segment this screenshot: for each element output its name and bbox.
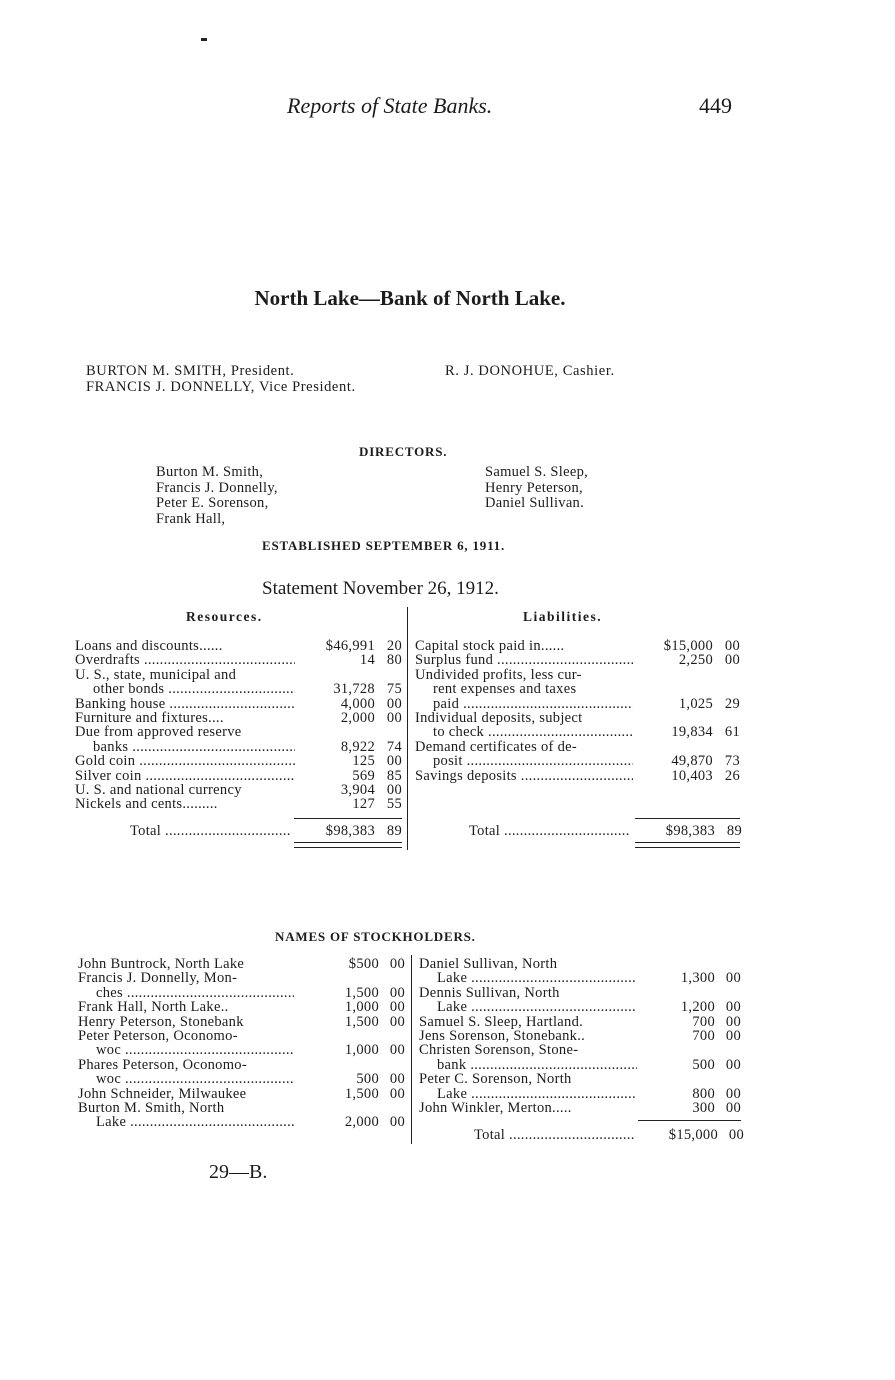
row-cents: 00 bbox=[389, 1042, 405, 1059]
row-label: Daniel Sullivan, North bbox=[419, 957, 558, 972]
stockholders-left-table bbox=[78, 957, 405, 1130]
row-cents: 80 bbox=[386, 652, 402, 669]
row-dollars: 300 bbox=[692, 1100, 715, 1117]
row-cents: 00 bbox=[389, 1013, 405, 1030]
row-dollars bbox=[294, 1058, 379, 1072]
table-row bbox=[419, 986, 741, 1000]
row-dollars: 569 bbox=[352, 767, 375, 784]
director-name: Peter E. Sorenson, bbox=[156, 495, 269, 511]
row-label: Undivided profits, less cur- bbox=[415, 667, 582, 683]
table-row bbox=[75, 740, 402, 754]
director-name: Samuel S. Sleep, bbox=[485, 464, 589, 480]
row-cents: 00 bbox=[386, 782, 402, 799]
row-cents bbox=[715, 957, 741, 971]
row-dollars: 500 bbox=[692, 1056, 715, 1073]
stockholders-right-table bbox=[419, 957, 741, 1115]
signature-mark: 29—B. bbox=[209, 1161, 268, 1183]
row-label: Surplus fund ..... bbox=[415, 653, 633, 667]
bank-title: North Lake—Bank of North Lake. bbox=[254, 286, 566, 310]
total-dollars: $98,383 bbox=[665, 823, 715, 839]
row-label: Due from approved reserve bbox=[75, 725, 242, 740]
total-cents: 89 bbox=[386, 823, 402, 839]
resources-total-row bbox=[130, 824, 402, 838]
row-label: John Buntrock, North Lake bbox=[78, 957, 245, 972]
row-cents: 73 bbox=[724, 753, 740, 770]
resources-total-rule bbox=[294, 818, 402, 819]
row-cents: 00 bbox=[725, 970, 741, 987]
directors-left bbox=[156, 465, 278, 527]
row-label: Nickels and cents......... bbox=[75, 797, 218, 812]
row-dollars: 49,870 bbox=[671, 753, 713, 770]
row-label: paid ..... bbox=[415, 697, 633, 711]
row-cents: 00 bbox=[389, 999, 405, 1016]
table-row bbox=[415, 754, 740, 768]
row-label: U. S., state, municipal and bbox=[75, 667, 237, 683]
row-label: Frank Hall, North Lake.. bbox=[78, 1000, 229, 1015]
table-row bbox=[75, 682, 402, 696]
row-label: Lake ..... bbox=[419, 1087, 637, 1101]
row-label: bank ..... bbox=[419, 1058, 637, 1072]
table-row bbox=[419, 1015, 741, 1029]
table-row bbox=[78, 1101, 405, 1115]
row-label: Jens Sorenson, Stonebank.. bbox=[419, 1029, 586, 1044]
row-dollars bbox=[294, 971, 379, 985]
table-row bbox=[75, 697, 402, 711]
row-cents bbox=[713, 740, 740, 754]
table-row bbox=[419, 1029, 741, 1043]
table-row bbox=[419, 1058, 741, 1072]
row-cents: 26 bbox=[724, 767, 740, 784]
row-cents bbox=[379, 1029, 405, 1043]
row-dollars: 127 bbox=[352, 796, 375, 813]
row-label: John Winkler, Merton..... bbox=[419, 1101, 572, 1116]
row-label: Banking house ..... bbox=[75, 697, 295, 711]
row-label: Individual deposits, subject bbox=[415, 711, 583, 726]
row-dollars: 1,500 bbox=[344, 1085, 379, 1102]
row-dollars bbox=[637, 957, 715, 971]
liabilities-total-rule bbox=[635, 818, 740, 819]
table-row bbox=[75, 783, 402, 797]
table-row bbox=[415, 668, 740, 682]
row-dollars: 3,904 bbox=[340, 782, 375, 799]
total-dollars: $15,000 bbox=[668, 1127, 718, 1143]
row-dollars: 1,500 bbox=[344, 1013, 379, 1030]
row-cents bbox=[715, 1043, 741, 1057]
row-cents: 00 bbox=[725, 999, 741, 1016]
table-row bbox=[419, 1000, 741, 1014]
running-title: Reports of State Banks. bbox=[287, 93, 493, 118]
row-dollars bbox=[633, 682, 713, 696]
statement-title: Statement November 26, 1912. bbox=[262, 578, 499, 599]
table-row bbox=[419, 957, 741, 971]
row-cents: 00 bbox=[725, 1028, 741, 1045]
stockholders-total-rule bbox=[638, 1120, 741, 1121]
row-dollars: 800 bbox=[692, 1085, 715, 1102]
director-name: Burton M. Smith, bbox=[156, 464, 264, 480]
row-label: Lake ..... bbox=[78, 1115, 294, 1129]
row-cents: 00 bbox=[386, 695, 402, 712]
row-label: Samuel S. Sleep, Hartland. bbox=[419, 1014, 584, 1030]
row-label: Peter C. Sorenson, North bbox=[419, 1072, 572, 1087]
row-cents: 00 bbox=[389, 1114, 405, 1131]
table-row bbox=[75, 754, 402, 768]
table-row bbox=[419, 1043, 741, 1057]
row-cents: 00 bbox=[725, 1085, 741, 1102]
table-row bbox=[75, 639, 402, 653]
row-label: other bonds ..... bbox=[75, 682, 295, 696]
stockholders-total-row bbox=[474, 1128, 744, 1142]
row-label: Henry Peterson, Stonebank bbox=[78, 1014, 244, 1030]
row-label: Burton M. Smith, North bbox=[78, 1101, 225, 1116]
row-cents bbox=[375, 668, 402, 682]
table-row bbox=[415, 769, 740, 783]
row-cents: 00 bbox=[725, 1013, 741, 1030]
table-row bbox=[78, 1072, 405, 1086]
row-cents bbox=[375, 725, 402, 739]
row-dollars: 19,834 bbox=[671, 724, 713, 741]
total-cents: 00 bbox=[728, 1127, 744, 1143]
directors-heading: DIRECTORS. bbox=[359, 444, 448, 459]
row-dollars: 2,000 bbox=[344, 1114, 379, 1131]
table-row bbox=[78, 1058, 405, 1072]
row-dollars: 1,500 bbox=[344, 984, 379, 1001]
row-cents bbox=[379, 971, 405, 985]
row-dollars: 700 bbox=[692, 1028, 715, 1045]
president-line: BURTON M. SMITH, President. bbox=[86, 363, 295, 379]
row-dollars: 1,025 bbox=[678, 695, 713, 712]
row-cents: 29 bbox=[724, 695, 740, 712]
table-row bbox=[75, 797, 402, 811]
stockholders-heading: NAMES OF STOCKHOLDERS. bbox=[275, 929, 476, 944]
row-label: ches ..... bbox=[78, 986, 294, 1000]
director-name: Frank Hall, bbox=[156, 510, 226, 527]
table-row bbox=[78, 1043, 405, 1057]
page-number: 449 bbox=[699, 93, 732, 118]
row-label: Dennis Sullivan, North bbox=[419, 985, 560, 1001]
liabilities-heading: Liabilities. bbox=[523, 609, 603, 624]
table-row bbox=[75, 769, 402, 783]
row-label: woc ..... bbox=[78, 1072, 294, 1086]
row-cents: 00 bbox=[389, 1085, 405, 1102]
row-dollars: 1,000 bbox=[344, 999, 379, 1016]
row-dollars: $500 bbox=[348, 956, 379, 972]
liabilities-double-rule bbox=[635, 842, 740, 848]
row-dollars bbox=[633, 740, 713, 754]
row-label: Savings deposits ..... bbox=[415, 769, 633, 783]
row-cents: 20 bbox=[386, 638, 402, 654]
row-dollars bbox=[637, 986, 715, 1000]
table-row bbox=[415, 653, 740, 667]
row-dollars bbox=[295, 725, 375, 739]
row-label: Lake ..... bbox=[419, 971, 637, 985]
table-row bbox=[415, 639, 740, 653]
row-label: rent expenses and taxes bbox=[433, 682, 577, 697]
director-name: Daniel Sullivan. bbox=[485, 495, 585, 511]
row-dollars bbox=[637, 1072, 715, 1086]
table-row bbox=[415, 682, 740, 696]
established-line: ESTABLISHED SEPTEMBER 6, 1911. bbox=[262, 538, 506, 553]
row-label: Phares Peterson, Oconomo- bbox=[78, 1057, 247, 1073]
row-dollars: 31,728 bbox=[333, 681, 375, 698]
row-label: posit ..... bbox=[415, 754, 633, 768]
resources-heading: Resources. bbox=[186, 609, 263, 624]
directors-right bbox=[485, 465, 588, 512]
table-row bbox=[78, 1087, 405, 1101]
row-label: Silver coin ..... bbox=[75, 769, 295, 783]
row-label: Francis J. Donnelly, Mon- bbox=[78, 971, 238, 986]
table-row bbox=[78, 957, 405, 971]
row-dollars bbox=[637, 1043, 715, 1057]
row-label: Loans and discounts...... bbox=[75, 639, 223, 654]
total-cents: 89 bbox=[726, 823, 742, 839]
officers-left bbox=[86, 363, 356, 395]
row-label: woc ..... bbox=[78, 1043, 294, 1057]
row-cents bbox=[715, 986, 741, 1000]
row-cents: 00 bbox=[724, 638, 740, 654]
row-dollars bbox=[294, 1029, 379, 1043]
row-dollars bbox=[294, 1101, 379, 1115]
row-cents: 00 bbox=[386, 753, 402, 770]
total-label: Total ..... bbox=[469, 824, 629, 838]
row-dollars: 500 bbox=[356, 1071, 379, 1088]
row-cents: 00 bbox=[725, 1100, 741, 1117]
row-cents bbox=[713, 668, 740, 682]
row-cents: 55 bbox=[386, 796, 402, 813]
row-dollars bbox=[633, 711, 713, 725]
table-row bbox=[75, 725, 402, 739]
table-row bbox=[75, 653, 402, 667]
row-label: Lake ..... bbox=[419, 1000, 637, 1014]
row-label: Capital stock paid in...... bbox=[415, 639, 565, 654]
resources-table bbox=[75, 639, 402, 812]
row-dollars: 4,000 bbox=[340, 695, 375, 712]
row-label: Overdrafts ..... bbox=[75, 653, 295, 667]
table-row bbox=[75, 668, 402, 682]
table-row bbox=[78, 1115, 405, 1129]
row-cents bbox=[379, 1101, 405, 1115]
row-dollars bbox=[295, 668, 375, 682]
row-cents bbox=[713, 711, 740, 725]
row-cents: 61 bbox=[724, 724, 740, 741]
row-cents bbox=[379, 1058, 405, 1072]
row-label: U. S. and national currency bbox=[75, 783, 242, 798]
stray-mark bbox=[201, 38, 207, 41]
director-name: Francis J. Donnelly, bbox=[156, 479, 278, 496]
table-row bbox=[415, 725, 740, 739]
stockholders-divider bbox=[411, 955, 412, 1144]
row-cents: 00 bbox=[725, 1056, 741, 1073]
row-dollars: 2,250 bbox=[678, 652, 713, 669]
row-cents: 00 bbox=[386, 710, 402, 727]
row-label: John Schneider, Milwaukee bbox=[78, 1086, 247, 1102]
row-label: to check ..... bbox=[415, 725, 633, 739]
row-cents: 00 bbox=[389, 956, 405, 972]
table-row bbox=[415, 740, 740, 754]
row-dollars: 700 bbox=[692, 1013, 715, 1030]
row-cents: 00 bbox=[724, 652, 740, 669]
table-row bbox=[75, 711, 402, 725]
liabilities-table bbox=[415, 639, 740, 783]
table-row bbox=[78, 1029, 405, 1043]
row-cents: 00 bbox=[389, 1071, 405, 1088]
row-label: banks ..... bbox=[75, 740, 295, 754]
row-label: Peter Peterson, Oconomo- bbox=[78, 1029, 238, 1044]
row-cents bbox=[713, 682, 740, 696]
table-row bbox=[78, 1000, 405, 1014]
liabilities-total-row bbox=[469, 824, 742, 838]
cashier-line: R. J. DONOHUE, Cashier. bbox=[445, 363, 615, 379]
row-dollars: 125 bbox=[352, 753, 375, 770]
director-name: Henry Peterson, bbox=[485, 479, 583, 496]
total-label: Total ..... bbox=[130, 824, 290, 838]
row-dollars: $15,000 bbox=[663, 638, 713, 654]
row-dollars: 8,922 bbox=[340, 738, 375, 755]
row-cents: 75 bbox=[386, 681, 402, 698]
table-row bbox=[419, 971, 741, 985]
statement-divider bbox=[407, 607, 408, 850]
table-row bbox=[415, 711, 740, 725]
row-cents: 00 bbox=[389, 984, 405, 1001]
row-cents: 85 bbox=[386, 767, 402, 784]
table-row bbox=[415, 697, 740, 711]
row-dollars: 1,000 bbox=[344, 1042, 379, 1059]
row-dollars: 1,200 bbox=[680, 999, 715, 1016]
vice-president-line: FRANCIS J. DONNELLY, Vice President. bbox=[86, 379, 356, 395]
row-dollars: 2,000 bbox=[340, 710, 375, 727]
table-row bbox=[419, 1101, 741, 1115]
row-dollars bbox=[633, 668, 713, 682]
row-dollars: 1,300 bbox=[680, 970, 715, 987]
row-label: Demand certificates of de- bbox=[415, 739, 577, 755]
table-row bbox=[419, 1087, 741, 1101]
row-dollars: 10,403 bbox=[671, 767, 713, 784]
resources-double-rule bbox=[294, 842, 402, 848]
table-row bbox=[78, 971, 405, 985]
row-dollars: 14 bbox=[359, 652, 375, 669]
table-row bbox=[419, 1072, 741, 1086]
total-label: Total ..... bbox=[474, 1128, 634, 1142]
row-cents bbox=[715, 1072, 741, 1086]
table-row bbox=[78, 986, 405, 1000]
row-dollars: $46,991 bbox=[325, 638, 375, 654]
total-dollars: $98,383 bbox=[325, 823, 375, 839]
row-label: Gold coin ..... bbox=[75, 754, 295, 768]
row-label: Furniture and fixtures.... bbox=[75, 711, 224, 726]
row-cents: 74 bbox=[386, 738, 402, 755]
table-row bbox=[78, 1015, 405, 1029]
row-label: Christen Sorenson, Stone- bbox=[419, 1043, 579, 1058]
